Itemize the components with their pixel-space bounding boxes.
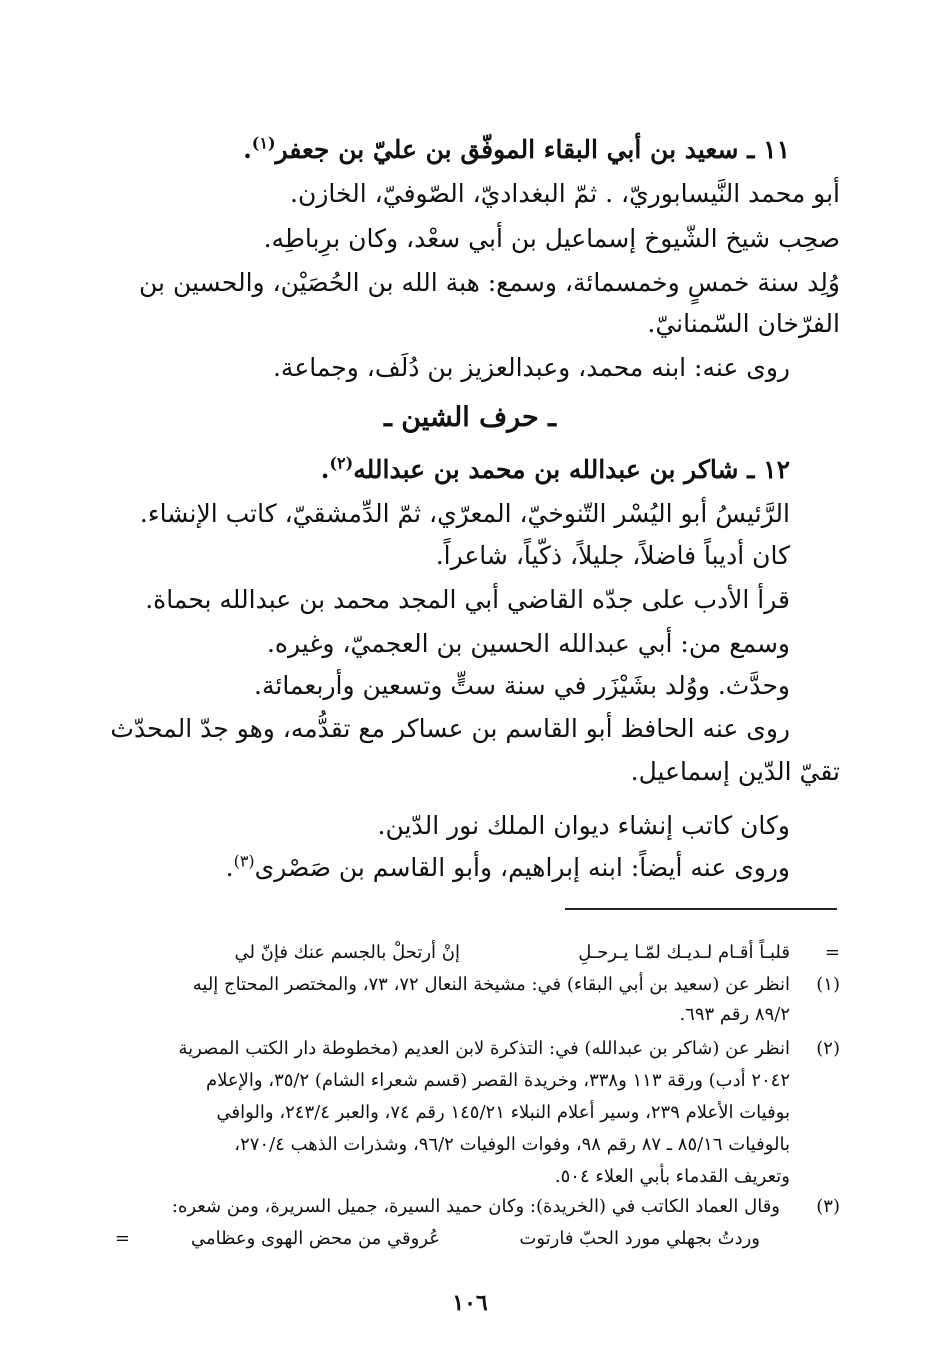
entry-11-line-3: وُلِد سنة خمسٍ وخمسمائة، وسمع: هبة الله بن الحُصَيْن، والحسين بن	[139, 268, 840, 297]
entry-12-title-end: .	[320, 455, 330, 484]
entry-12-title-text: ١٢ ـ شاكر بن عبدالله بن محمد بن عبدالله	[353, 455, 790, 484]
footnote-3-verse-left: عُروقي من محض الهوى وعظامي	[190, 1228, 440, 1249]
footnote-3-verse-right: وردتُ بجهلي مورد الحبّ فارتوت	[519, 1228, 760, 1249]
footnote-3-verse-marker: =	[114, 1228, 130, 1249]
entry-12-line-2: كان أديباً فاضلاً، جليلاً، ذكّياً، شاعراً.	[435, 541, 790, 570]
verse-top-hemistich-right: قلبـاً أقـام لـديـك لمّـا يـرحـلِ	[578, 942, 790, 963]
entry-12-title	[321, 450, 790, 490]
footnote-3	[100, 1192, 840, 1256]
footnote-ref-2[interactable]: (٢)	[329, 453, 354, 473]
entry-11-line-5: روى عنه: ابنه محمد، وعبدالعزيز بن دُلَف، وجماعة.	[272, 353, 790, 382]
footnote-ref-3[interactable]: (٣)	[233, 851, 255, 871]
entry-12-line-8: وكان كاتب إنشاء ديوان الملك نور الدّين.	[377, 811, 790, 840]
footnote-3-number: (٣)	[816, 1196, 840, 1217]
footnote-verse-top	[100, 938, 840, 968]
entry-12-line-1: الرَّئيسُ أبو اليُسْر التّنوخيّ، المعرّي، ثمّ الدِّمشقيّ، كاتب الإنشاء.	[139, 499, 790, 528]
entry-11-title-end: .	[243, 135, 252, 164]
entry-12-line-7: تقيّ الدّين إسماعيل.	[630, 757, 840, 786]
entry-12-line-9	[226, 848, 790, 888]
footnote-ref-1[interactable]: (١)	[251, 133, 276, 153]
entry-11-title	[243, 130, 790, 170]
footnote-2-line-3: بوفيات الأعلام ٢٣٩، وسير أعلام النبلاء ١٤٥/٢١ رقم ٧٤، والعبر ٢٤٣/٤، والوافي	[216, 1102, 790, 1123]
entry-12-line-9-end: .	[225, 853, 234, 882]
entry-12-line-5: وحدَّث. ووُلد بشَيْزَر في سنة ستٍّ وتسعين وأربعمائة.	[254, 671, 790, 700]
page-number: ١٠٦	[452, 1290, 488, 1316]
footnote-separator	[565, 908, 837, 910]
footnote-2-line-4: بالوفيات ٨٥/١٦ ـ ٨٧ رقم ٩٨، وفوات الوفيات ٩٦/٢، وشذرات الذهب ٢٧٠/٤،	[234, 1134, 790, 1155]
entry-11-line-4: الفرّخان السّمنانيّ.	[647, 309, 840, 338]
footnote-2	[100, 1034, 840, 1187]
verse-top-marker: =	[824, 942, 840, 963]
footnote-1-line-2: ٨٩/٢ رقم ٦٩٣.	[679, 1004, 790, 1025]
footnote-2-number: (٢)	[816, 1038, 840, 1059]
footnote-2-line-5: وتعريف القدماء بأبي العلاء ٥٠٤.	[554, 1166, 790, 1187]
footnote-2-line-1: انظر عن (شاكر بن عبدالله) في: التذكرة لابن العديم (مخطوطة دار الكتب المصرية	[178, 1038, 790, 1059]
footnote-2-line-2: ٢٠٤٢ أدب) ورقة ١١٣ و٣٣٨، وخريدة القصر (قسم شعراء الشام) ٣٥/٢، والإعلام	[205, 1070, 790, 1091]
footnote-1	[100, 970, 840, 1030]
entry-12-line-6: روى عنه الحافظ أبو القاسم بن عساكر مع تقدُّمه، وهو جدّ المحدّث	[110, 714, 790, 743]
entry-12-line-4: وسمع من: أبي عبدالله الحسين بن العجميّ، وغيره.	[266, 629, 790, 658]
entry-11-title-text: ١١ ـ سعيد بن أبي البقاء الموفّق بن عليّ بن جعفر	[275, 135, 790, 164]
entry-11-line-2: صحِب شيخ الشّيوخ إسماعيل بن أبي سعْد، وكان برِباطِه.	[263, 224, 840, 253]
entry-12-line-9-text: وروى عنه أيضاً: ابنه إبراهيم، وأبو القاسم بن صَصْرى	[254, 853, 790, 882]
footnote-3-line-1: وقال العماد الكاتب في (الخريدة): وكان حميد السيرة، جميل السريرة، ومن شعره:	[171, 1196, 780, 1217]
footnote-1-line-1: انظر عن (سعيد بن أبي البقاء) في: مشيخة النعال ٧٢، ٧٣، والمختصر المحتاج إليه	[192, 974, 790, 995]
footnote-1-number: (١)	[816, 974, 840, 995]
entry-11-line-1: أبو محمد النَّيسابوريّ، . ثمّ البغداديّ، الصّوفيّ، الخازن.	[290, 179, 840, 208]
section-heading: ـ حرف الشين ـ	[383, 402, 557, 433]
entry-12-line-3: قرأ الأدب على جدّه القاضي أبي المجد محمد بن عبدالله بحماة.	[145, 585, 790, 614]
verse-top-hemistich-left: إنْ أرتحلْ بالجسم عنك فإنّ لي	[234, 942, 460, 963]
